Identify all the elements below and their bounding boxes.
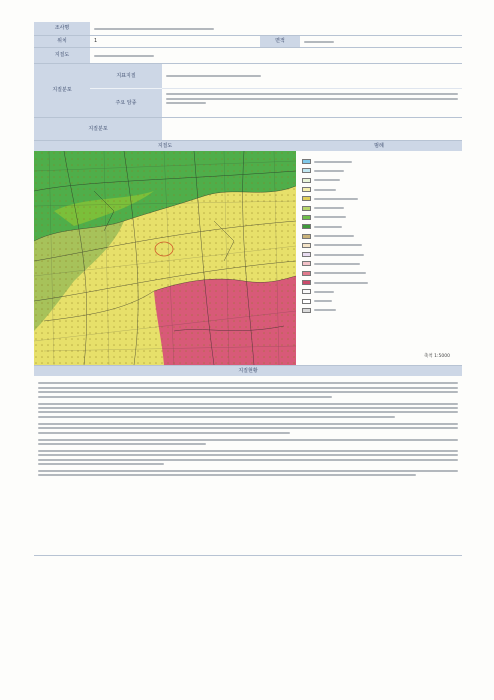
geology-sub-values xyxy=(162,64,462,117)
legend-swatch xyxy=(302,224,311,229)
map-ref-label: 지질도 xyxy=(34,48,90,63)
legend-swatch xyxy=(302,159,311,164)
legend-item xyxy=(302,250,458,259)
legend-list xyxy=(302,157,458,315)
description-paragraph xyxy=(38,403,458,418)
description-header xyxy=(34,366,462,376)
title-row xyxy=(34,22,462,36)
distribution-label: 지질분포 xyxy=(34,118,162,140)
distribution-value xyxy=(162,118,462,140)
map-texture xyxy=(34,151,296,365)
legend-item xyxy=(302,166,458,175)
legend-swatch xyxy=(302,261,311,266)
geology-sub-labels xyxy=(90,64,162,117)
legend-item xyxy=(302,306,458,315)
description-paragraph xyxy=(38,470,458,476)
location-row xyxy=(34,36,462,48)
survey-sheet xyxy=(34,22,462,556)
legend-item xyxy=(302,213,458,222)
legend-item xyxy=(302,269,458,278)
legend-label xyxy=(314,179,340,181)
surface-geology-value xyxy=(162,64,462,89)
legend-item xyxy=(302,176,458,185)
legend-swatch xyxy=(302,280,311,285)
legend-item xyxy=(302,222,458,231)
legend-item xyxy=(302,194,458,203)
location-label: 위치 xyxy=(34,36,90,47)
title-label: 조사명 xyxy=(34,22,90,35)
map-ref-value xyxy=(90,48,462,63)
legend-label xyxy=(314,207,344,209)
legend-swatch xyxy=(302,271,311,276)
description-title-label: 지질현황 xyxy=(34,366,462,376)
legend-label xyxy=(314,309,336,311)
location-value: 1 xyxy=(94,38,98,44)
description-paragraph xyxy=(38,439,458,445)
legend-label xyxy=(314,263,360,265)
title-value xyxy=(90,22,462,35)
legend-item xyxy=(302,259,458,268)
legend-swatch xyxy=(302,299,311,304)
legend-swatch xyxy=(302,252,311,257)
map-ref-row xyxy=(34,48,462,64)
legend-item xyxy=(302,287,458,296)
legend-label xyxy=(314,235,354,237)
legend-swatch xyxy=(302,178,311,183)
legend-label xyxy=(314,282,368,284)
legend-label xyxy=(314,254,364,256)
geology-map xyxy=(34,151,296,365)
geology-group xyxy=(34,64,462,118)
distribution-row xyxy=(34,118,462,141)
legend-swatch xyxy=(302,215,311,220)
legend-label xyxy=(314,272,366,274)
map-title-label: 지질도 xyxy=(34,141,296,151)
legend-swatch xyxy=(302,206,311,211)
map-section xyxy=(34,151,462,366)
legend-item xyxy=(302,241,458,250)
legend-panel xyxy=(296,151,462,365)
legend-label xyxy=(314,226,342,228)
legend-swatch xyxy=(302,243,311,248)
legend-swatch xyxy=(302,168,311,173)
legend-label xyxy=(314,189,336,191)
description-paragraph xyxy=(38,382,458,397)
legend-swatch xyxy=(302,289,311,294)
map-header-band xyxy=(34,141,462,151)
legend-swatch xyxy=(302,308,311,313)
description-body xyxy=(34,376,462,556)
legend-item xyxy=(302,278,458,287)
legend-label xyxy=(314,244,362,246)
legend-swatch xyxy=(302,196,311,201)
legend-label xyxy=(314,216,346,218)
legend-item xyxy=(302,157,458,166)
legend-label xyxy=(314,198,358,200)
legend-swatch xyxy=(302,187,311,192)
map-scale: 축척 1:5000 xyxy=(424,354,450,359)
area-label: 면적 xyxy=(260,36,300,47)
legend-label xyxy=(314,170,344,172)
area-value xyxy=(300,36,462,47)
legend-title-label: 범례 xyxy=(296,141,462,151)
legend-item xyxy=(302,203,458,212)
legend-swatch xyxy=(302,234,311,239)
description-paragraph xyxy=(38,423,458,434)
legend-label xyxy=(314,291,334,293)
geology-group-label: 지질분포 xyxy=(34,64,90,117)
surface-geology-label: 지표지질 xyxy=(90,64,162,89)
legend-label xyxy=(314,161,352,163)
geology-map-graphic xyxy=(34,151,296,365)
description-paragraph xyxy=(38,450,458,465)
legend-item xyxy=(302,296,458,305)
main-rock-value xyxy=(162,89,462,117)
legend-item xyxy=(302,185,458,194)
legend-label xyxy=(314,300,332,302)
main-rock-label: 주요 암종 xyxy=(90,89,162,117)
legend-item xyxy=(302,231,458,240)
